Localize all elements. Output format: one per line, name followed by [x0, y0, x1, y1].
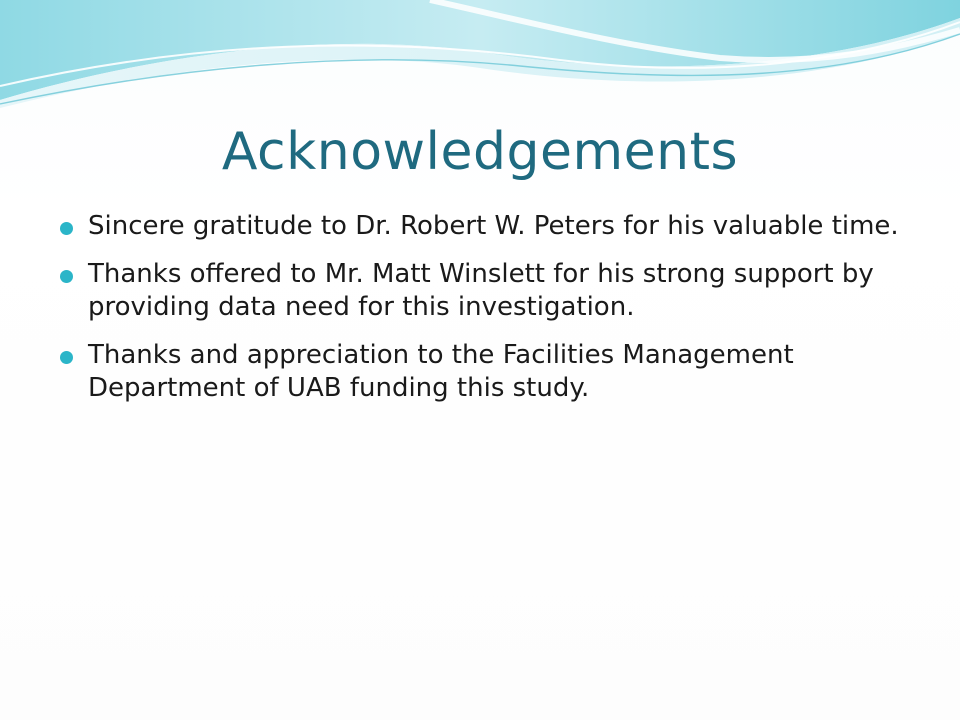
bullet-list — [58, 210, 918, 420]
bullet-item — [58, 210, 918, 243]
bullet-dot-icon — [60, 351, 73, 364]
slide-title: Acknowledgements — [221, 122, 739, 182]
bullet-text: Sincere gratitude to Dr. Robert W. Peters for his valuable time. — [88, 211, 899, 241]
header-wave-decoration — [0, 0, 960, 120]
bullet-item — [58, 339, 918, 405]
bullet-dot-icon — [60, 222, 73, 235]
bullet-text: Thanks and appreciation to the Facilities Management Department of UAB funding this study. — [88, 340, 794, 403]
bullet-text: Thanks offered to Mr. Matt Winslett for his strong support by providing data need for this investigation. — [88, 259, 874, 322]
bullet-dot-icon — [60, 270, 73, 283]
bullet-item — [58, 258, 918, 324]
